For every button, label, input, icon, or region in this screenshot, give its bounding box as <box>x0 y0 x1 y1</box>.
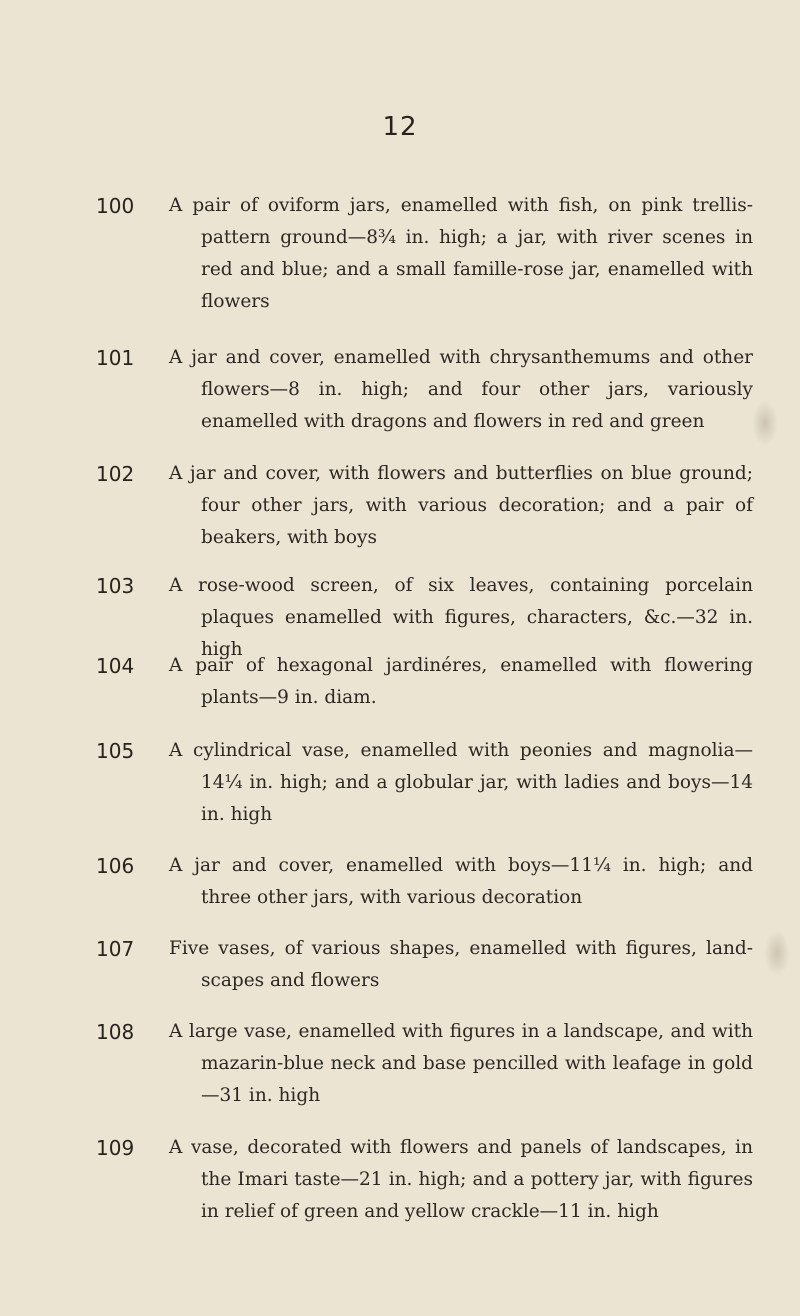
lot-description: A large vase, enamelled with figures in a landscape, and with mazarin-blue neck and base pencilled with leafage in gold —31 in. high <box>169 1021 753 1106</box>
lot-number: 108 <box>96 1020 135 1044</box>
lot-description: Five vases, of various shapes, enamelled with figures, land-scapes and flowers <box>169 938 753 991</box>
lot-number: 100 <box>96 194 135 218</box>
lot-number: 103 <box>96 574 135 598</box>
page-number: 12 <box>382 112 418 142</box>
paper-stain <box>764 930 790 976</box>
lot-description: A vase, decorated with flowers and panels of landscapes, in the Imari taste—21 in. high; and a pottery jar, with figures in relief of green and yellow crackle—11 in. high <box>169 1137 753 1222</box>
lot-number: 105 <box>96 739 135 763</box>
lot-description: A pair of hexagonal jardinéres, enamelled with flowering plants—9 in. diam. <box>169 655 753 708</box>
lot-description: A jar and cover, with flowers and butterflies on blue ground; four other jars, with various decoration; and a pair of beakers, with boys <box>169 463 753 548</box>
lot-number: 104 <box>96 654 135 678</box>
lot-description: A jar and cover, enamelled with boys—11¼ in. high; and three other jars, with various decoration <box>169 855 753 908</box>
lot-number: 102 <box>96 462 135 486</box>
lot-description: A cylindrical vase, enamelled with peonies and magnolia—14¼ in. high; and a globular jar, with ladies and boys—14 in. high <box>169 740 753 825</box>
lot-description: A rose-wood screen, of six leaves, containing porcelain plaques enamelled with figures, characters, &c.—32 in. high <box>169 575 753 660</box>
lot-number: 106 <box>96 854 135 878</box>
lot-number: 107 <box>96 937 135 961</box>
lot-number: 101 <box>96 346 135 370</box>
lot-description: A jar and cover, enamelled with chrysanthemums and other flowers—8 in. high; and four other jars, variously enamelled with dragons and flowers in red and green <box>169 347 753 432</box>
paper-stain <box>752 400 778 446</box>
lot-description: A pair of oviform jars, enamelled with fish, on pink trellis-pattern ground—8¾ in. high; a jar, with river scenes in red and blue; and a small famille-rose jar, enamelled with flowers <box>169 195 753 312</box>
lot-number: 109 <box>96 1136 135 1160</box>
